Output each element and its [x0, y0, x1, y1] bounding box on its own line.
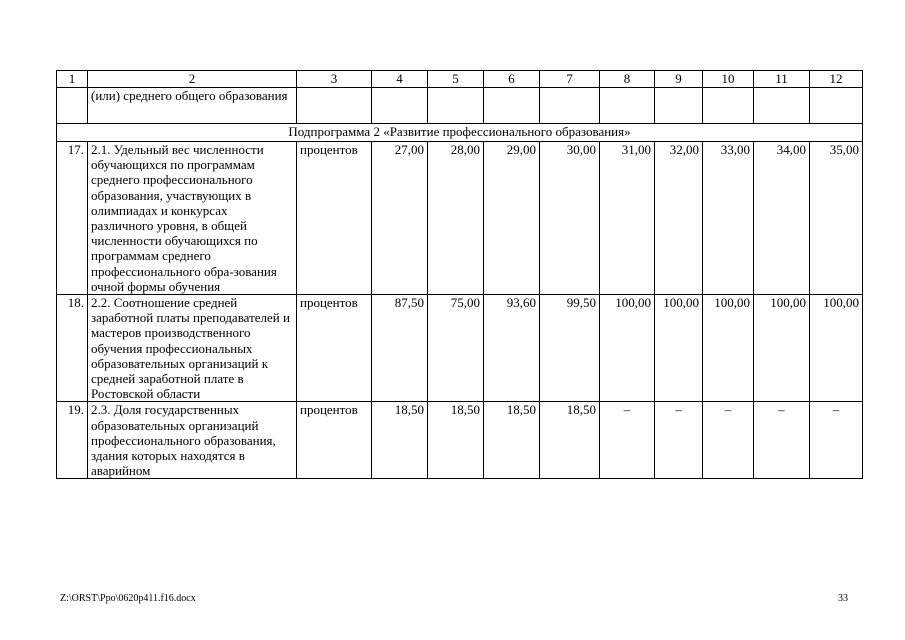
value-cell: 34,00 [754, 142, 810, 295]
indicator-cell: 2.3. Доля государственных образовательных организаций профессионального образования, здания которых находятся в аварийном [88, 402, 297, 479]
value-cell: 100,00 [655, 295, 703, 402]
value-cell [810, 88, 863, 124]
value-cell: 100,00 [703, 295, 754, 402]
value-cell: 100,00 [810, 295, 863, 402]
indicator-cell: 2.2. Соотношение средней заработной платы преподавателей и мастеров производственного обучения профессиональных образовательных организаций к средней заработной плате в Ростовской области [88, 295, 297, 402]
indicator-cell: (или) среднего общего образования [88, 88, 297, 124]
value-cell: 32,00 [655, 142, 703, 295]
header-cell: 12 [810, 71, 863, 88]
indicators-table [56, 70, 863, 479]
row-number-cell: 18. [57, 295, 88, 402]
value-cell: – [655, 402, 703, 479]
header-cell: 8 [600, 71, 655, 88]
value-cell: 27,00 [372, 142, 428, 295]
value-cell: 18,50 [484, 402, 540, 479]
value-cell [372, 88, 428, 124]
value-cell: 29,00 [484, 142, 540, 295]
indicator-cell: 2.1. Удельный вес численности обучающихся по программам среднего профессионального образования, участвующих в олимпиадах и конкурсах различного уровня, в общей численности обучающихся по программам среднего профессионального обра-зования очной формы обучения [88, 142, 297, 295]
header-cell: 1 [57, 71, 88, 88]
header-cell: 7 [540, 71, 600, 88]
value-cell [600, 88, 655, 124]
header-cell: 4 [372, 71, 428, 88]
value-cell: 35,00 [810, 142, 863, 295]
column-number-row [57, 71, 863, 88]
value-cell [484, 88, 540, 124]
value-cell: 18,50 [372, 402, 428, 479]
value-cell [754, 88, 810, 124]
table-row [57, 402, 863, 479]
header-cell: 9 [655, 71, 703, 88]
table-row [57, 295, 863, 402]
value-cell [655, 88, 703, 124]
row-number-cell: 19. [57, 402, 88, 479]
unit-cell: процентов [297, 142, 372, 295]
header-cell: 2 [88, 71, 297, 88]
value-cell: 28,00 [428, 142, 484, 295]
value-cell: 93,60 [484, 295, 540, 402]
table-row [57, 142, 863, 295]
file-path-footer: Z:\ORST\Ppo\0620p411.f16.docx [60, 593, 196, 604]
row-number-cell: 17. [57, 142, 88, 295]
value-cell: 75,00 [428, 295, 484, 402]
page-number: 33 [838, 593, 848, 604]
value-cell: 87,50 [372, 295, 428, 402]
value-cell: 33,00 [703, 142, 754, 295]
value-cell: 100,00 [754, 295, 810, 402]
value-cell: 30,00 [540, 142, 600, 295]
value-cell: 99,50 [540, 295, 600, 402]
value-cell: – [810, 402, 863, 479]
value-cell: – [703, 402, 754, 479]
value-cell [703, 88, 754, 124]
value-cell: – [600, 402, 655, 479]
unit-cell: процентов [297, 295, 372, 402]
unit-cell: процентов [297, 402, 372, 479]
value-cell: 18,50 [428, 402, 484, 479]
header-cell: 3 [297, 71, 372, 88]
unit-cell [297, 88, 372, 124]
value-cell: 100,00 [600, 295, 655, 402]
value-cell: 18,50 [540, 402, 600, 479]
value-cell [428, 88, 484, 124]
header-cell: 5 [428, 71, 484, 88]
continuation-row [57, 88, 863, 124]
value-cell [540, 88, 600, 124]
subprogram-title: Подпрограмма 2 «Развитие профессионального образования» [57, 124, 863, 142]
subprogram-row [57, 124, 863, 142]
header-cell: 6 [484, 71, 540, 88]
row-number-cell [57, 88, 88, 124]
value-cell: 31,00 [600, 142, 655, 295]
header-cell: 10 [703, 71, 754, 88]
value-cell: – [754, 402, 810, 479]
header-cell: 11 [754, 71, 810, 88]
